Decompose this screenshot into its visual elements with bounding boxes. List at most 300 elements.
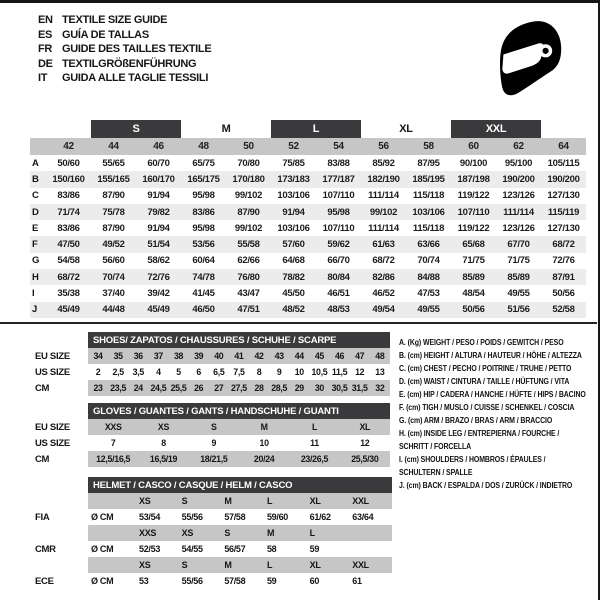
helmet-row: [35, 557, 392, 573]
measurement-value: 55/58: [226, 236, 271, 252]
measurement-value: 83/86: [181, 204, 226, 220]
measurement-value: 123/126: [502, 222, 535, 234]
measurement-value: 165/175: [181, 171, 226, 187]
helmet-standard-label: [35, 493, 88, 509]
measurement-letter: H: [30, 269, 46, 285]
helmet-standard-label: ECE: [35, 575, 54, 587]
measurement-value: 95/98: [192, 222, 215, 234]
helmet-size-value: S: [179, 557, 222, 573]
gloves-row-label: CM: [35, 453, 50, 465]
measurement-value: 70/74: [91, 269, 136, 285]
measurement-value: 45/50: [282, 288, 305, 300]
helmet-size-value: 59/60: [266, 512, 288, 522]
measurement-value: 62/66: [237, 255, 260, 267]
shoes-size-value: 10,5: [311, 367, 328, 377]
gloves-size-value: 12,5/16,5: [88, 451, 138, 467]
garment-size-table: [30, 120, 586, 318]
measurement-value: 48/53: [316, 302, 361, 318]
measurement-value: 49/52: [91, 236, 136, 252]
measurement-value: 47/50: [46, 236, 91, 252]
shoes-size-value: 24,5: [148, 380, 168, 396]
helmet-size-value: 52/53: [139, 544, 161, 554]
gloves-size-value: 8: [161, 438, 166, 448]
size-number: 54: [333, 141, 344, 152]
legend-line: E. (cm) HIP / CADERA / HANCHE / HÜFTE / HIPS / BACINO: [399, 390, 586, 399]
legend-line: G. (cm) ARM / BRAZO / BRAS / ARM / BRACCIO: [399, 416, 553, 425]
helmet-standard-label: CMR: [35, 543, 56, 555]
gloves-size-value: 25,5/30: [340, 451, 390, 467]
measurement-value: 99/102: [361, 204, 406, 220]
helmet-size-value: 53/54: [139, 512, 161, 522]
measurement-value: 47/53: [417, 288, 440, 300]
sizes-row-spacer: [30, 138, 46, 155]
helmet-size-value: L: [264, 493, 307, 509]
legend-line: J. (cm) BACK / ESPALDA / DOS / ZURÜCK / INDIETRO: [399, 481, 573, 490]
header-spacer: [35, 477, 88, 493]
measurement-value: 51/54: [136, 236, 181, 252]
measurement-value: 79/82: [136, 204, 181, 220]
measurement-value: 71/75: [462, 255, 485, 267]
shoes-size-value: 43: [269, 348, 289, 364]
shoes-size-value: 11,5: [331, 367, 348, 377]
measurement-value: 187/198: [451, 171, 496, 187]
measurement-value: 83/88: [327, 157, 350, 169]
measurement-value: 59/62: [316, 236, 361, 252]
helmet-standard-label: [35, 557, 88, 573]
helmet-size-value: XS: [136, 557, 179, 573]
shoes-size-value: 46: [330, 348, 350, 364]
shoes-size-value: 39: [189, 348, 209, 364]
measurement-value: 49/55: [507, 288, 530, 300]
header-spacer: [35, 403, 88, 419]
measurement-value: 68/72: [541, 236, 586, 252]
guide-title: GUIDA ALLE TAGLIE TESSILI: [62, 72, 209, 85]
measurement-value: 177/187: [316, 171, 361, 187]
header-spacer: [35, 332, 88, 348]
measurement-value: 43/47: [237, 288, 260, 300]
measurement-value: 160/170: [136, 171, 181, 187]
measurement-value: 65/75: [192, 157, 215, 169]
measurement-letter: I: [32, 288, 35, 300]
measurement-row: [30, 188, 586, 204]
helmet-size-table: [35, 477, 392, 589]
helmet-header-row: [35, 477, 392, 493]
measurement-value: 74/78: [181, 269, 226, 285]
language-title-list: [38, 13, 211, 86]
measurement-value: 75/78: [91, 204, 136, 220]
shoes-size-value: 34: [88, 348, 108, 364]
measurement-value: 87/90: [102, 190, 125, 202]
measurement-value: 37/40: [102, 288, 125, 300]
measurement-value: 80/84: [316, 269, 361, 285]
shoes-size-value: 32: [370, 380, 390, 396]
measurement-value: 66/70: [327, 255, 350, 267]
measurement-value: 103/106: [277, 222, 310, 234]
shoes-size-value: 13: [375, 367, 385, 377]
measurement-value: 70/74: [417, 255, 440, 267]
helmet-diameter-unit: [88, 557, 136, 573]
measurement-value: 95/98: [192, 190, 215, 202]
shoes-size-value: 37: [148, 348, 168, 364]
helmet-size-value: 57/58: [224, 576, 246, 586]
measurement-value: 71/75: [507, 255, 530, 267]
guide-title: GUÍA DE TALLAS: [62, 28, 149, 41]
shoes-size-value: 23,5: [108, 380, 128, 396]
measurement-value: 52/58: [541, 302, 586, 318]
helmet-size-value: M: [221, 557, 264, 573]
shoes-row: [35, 380, 390, 396]
measurement-value: 107/110: [322, 222, 355, 234]
shoes-size-value: 27,5: [229, 380, 249, 396]
group-spacer: [30, 120, 91, 138]
measurement-value: 91/94: [147, 190, 170, 202]
measurement-value: 45/49: [46, 302, 91, 318]
measurement-value: 95/100: [504, 157, 533, 169]
measurement-letter: J: [30, 302, 46, 318]
measurement-letter: B: [30, 171, 46, 187]
measurement-value: 95/98: [316, 204, 361, 220]
measurement-value: 39/42: [147, 288, 170, 300]
measurement-value: 103/106: [406, 204, 451, 220]
shoes-size-value: 5: [176, 367, 181, 377]
measurement-row: [30, 220, 586, 236]
measurement-value: 119/122: [457, 190, 490, 202]
helmet-size-value: XXL: [349, 493, 392, 509]
shoes-size-value: 35: [108, 348, 128, 364]
shoes-size-value: 24: [128, 380, 148, 396]
legend-line: I. (cm) SHOULDERS / HOMBROS / ÉPAULES /: [399, 455, 546, 464]
measurement-value: 127/130: [547, 222, 580, 234]
measurement-row: [30, 253, 586, 269]
measurement-value: 90/100: [459, 157, 488, 169]
size-number: 56: [378, 141, 389, 152]
shoes-size-value: 30: [309, 380, 329, 396]
size-group-l: L: [271, 120, 361, 138]
measurement-value: 58/62: [147, 255, 170, 267]
gloves-size-value: 16,5/19: [138, 451, 188, 467]
measurement-value: 45/49: [136, 302, 181, 318]
measurement-value: 182/190: [361, 171, 406, 187]
shoes-size-value: 10: [294, 367, 304, 377]
shoes-row-label: CM: [35, 382, 50, 394]
shoes-row-label: US SIZE: [35, 366, 70, 378]
measurement-value: 61/63: [361, 236, 406, 252]
helmet-row: [35, 493, 392, 509]
helmet-size-value: S: [221, 525, 264, 541]
helmet-size-value: XS: [179, 525, 222, 541]
helmet-size-value: XL: [307, 493, 350, 509]
shoes-size-value: 36: [128, 348, 148, 364]
helmet-size-value: L: [264, 557, 307, 573]
measurement-value: 78/82: [271, 269, 316, 285]
shoes-size-value: 40: [209, 348, 229, 364]
language-code: FR: [38, 43, 53, 56]
measurement-value: 46/51: [327, 288, 350, 300]
measurement-letter: D: [30, 204, 46, 220]
gloves-size-value: XS: [138, 419, 188, 435]
measurement-value: 123/126: [502, 190, 535, 202]
racing-helmet-icon: [494, 16, 566, 104]
helmet-size-value: 53: [139, 576, 149, 586]
gloves-size-value: 11: [310, 438, 319, 448]
shoes-size-value: 28: [249, 380, 269, 396]
measurement-value: 67/70: [496, 236, 541, 252]
measurement-value: 56/60: [102, 255, 125, 267]
measurement-value: 49/54: [361, 302, 406, 318]
legend-line: C. (cm) CHEST / PECHO / POITRINE / TRUHE / PETTO: [399, 364, 572, 373]
measurement-value: 35/38: [57, 288, 80, 300]
measurement-value: 83/86: [57, 222, 80, 234]
measurement-value: 91/94: [147, 222, 170, 234]
helmet-size-value: 60: [309, 576, 320, 586]
measurement-value: 107/110: [451, 204, 496, 220]
measurement-value: 41/45: [192, 288, 215, 300]
measurement-row: [30, 171, 586, 187]
size-group-m: M: [221, 123, 231, 135]
measurement-value: 103/106: [277, 190, 310, 202]
measurement-value: 72/76: [552, 255, 575, 267]
shoes-size-value: 23: [88, 380, 108, 396]
measurement-row: [30, 269, 586, 285]
legend-line: SCHULTERN / SPALLE: [399, 468, 473, 477]
shoes-size-value: 41: [229, 348, 249, 364]
shoes-size-value: 2: [95, 367, 101, 377]
size-number: 60: [468, 141, 479, 152]
helmet-size-value: 56/57: [224, 544, 246, 554]
measurement-row: [30, 236, 586, 252]
size-group-xxl: XXL: [451, 120, 541, 138]
page-top-border: [0, 0, 600, 3]
measurement-value: 65/68: [451, 236, 496, 252]
legend-line: SCHRITT / FORCELLA: [399, 442, 472, 451]
helmet-diameter-unit: [88, 493, 136, 509]
measurement-value: 119/122: [457, 222, 490, 234]
helmet-size-value: 61: [352, 576, 362, 586]
language-title-row: [38, 71, 211, 86]
shoes-size-value: 25,5: [169, 380, 189, 396]
shoes-size-value: 38: [169, 348, 189, 364]
helmet-diameter-unit: Ø CM: [91, 544, 114, 554]
helmet-size-value: XS: [136, 493, 179, 509]
size-number: 50: [243, 141, 254, 152]
gloves-size-value: 20/24: [239, 451, 289, 467]
measurement-value: 54/58: [57, 255, 80, 267]
helmet-diameter-unit: [88, 525, 136, 541]
shoes-size-value: 42: [249, 348, 269, 364]
shoes-size-table: [35, 332, 390, 396]
measurement-value: 91/94: [271, 204, 316, 220]
measurement-value: 46/52: [372, 288, 395, 300]
measurement-value: 68/72: [46, 269, 91, 285]
language-title-row: [38, 42, 211, 57]
shoes-row-label: EU SIZE: [35, 350, 70, 362]
measurement-value: 85/92: [372, 157, 395, 169]
shoes-size-value: 27: [209, 380, 229, 396]
language-title-row: [38, 13, 211, 28]
measurement-value: 50/60: [57, 157, 80, 169]
measurement-value: 83/86: [57, 190, 80, 202]
measurement-letter: G: [32, 255, 40, 267]
shoes-size-value: 6: [196, 367, 201, 377]
measurement-value: 75/85: [282, 157, 305, 169]
language-code: IT: [38, 72, 48, 85]
gloves-row: [35, 419, 390, 435]
shoes-size-value: 3,5: [132, 367, 144, 377]
size-group-s: S: [91, 120, 181, 138]
gloves-size-value: M: [239, 419, 289, 435]
measurement-value: 190/200: [541, 171, 586, 187]
measurement-value: 173/183: [271, 171, 316, 187]
helmet-size-value: M: [264, 525, 307, 541]
size-number: 52: [288, 141, 299, 152]
shoes-row: [35, 364, 390, 380]
shoes-title-bar: SHOES/ ZAPATOS / CHAUSSURES / SCHUHE / SCARPE: [88, 332, 390, 348]
measurement-value: 50/56: [552, 288, 575, 300]
shoes-size-value: 30,5: [330, 380, 350, 396]
measurement-value: 64/68: [282, 255, 305, 267]
measurement-value: 185/195: [406, 171, 451, 187]
measurement-letter: F: [30, 236, 46, 252]
helmet-size-value: 55/56: [181, 576, 203, 586]
measurement-value: 60/70: [147, 157, 170, 169]
numeric-sizes-row: [30, 138, 586, 155]
gloves-size-value: XL: [340, 419, 390, 435]
helmet-diameter-unit: Ø CM: [91, 576, 114, 586]
measurement-value: 68/72: [372, 255, 395, 267]
measurement-value: 111/114: [368, 222, 399, 234]
language-code: ES: [38, 28, 53, 41]
measurement-value: 72/76: [136, 269, 181, 285]
helmet-diameter-unit: Ø CM: [91, 512, 114, 522]
measurement-value: 87/90: [102, 222, 125, 234]
measurement-value: 70/80: [237, 157, 260, 169]
helmet-size-value: 59: [266, 576, 277, 586]
helmet-row: [35, 509, 392, 525]
size-number: 46: [153, 141, 164, 152]
helmet-size-value: 59: [309, 544, 320, 554]
measurement-value: 150/160: [46, 171, 91, 187]
measurement-value: 51/56: [496, 302, 541, 318]
measurement-value: 85/89: [496, 269, 541, 285]
helmet-size-value: [349, 541, 392, 557]
guide-title: TEXTILE SIZE GUIDE: [62, 14, 168, 27]
language-code: EN: [38, 14, 53, 27]
measurement-value: 190/200: [496, 171, 541, 187]
helmet-size-value: L: [307, 525, 350, 541]
gloves-row-label: EU SIZE: [35, 421, 70, 433]
measurement-value: 53/56: [181, 236, 226, 252]
shoes-size-value: 47: [350, 348, 370, 364]
measurement-row: [30, 204, 586, 220]
helmet-size-value: M: [221, 493, 264, 509]
shoes-size-value: 45: [309, 348, 329, 364]
measurement-letter: E: [32, 222, 39, 234]
shoes-size-value: 29: [289, 380, 309, 396]
measurement-value: 48/52: [271, 302, 316, 318]
measurement-value: 99/102: [234, 222, 263, 234]
language-title-row: [38, 28, 211, 43]
size-number: 44: [108, 141, 119, 152]
helmet-size-value: S: [179, 493, 222, 509]
legend-line: A. (Kg) WEIGHT / PESO / POIDS / GEWITCH / PESO: [399, 338, 564, 347]
gloves-row-label: US SIZE: [35, 437, 70, 449]
size-number: 58: [423, 141, 434, 152]
measurement-value: 105/115: [547, 157, 580, 169]
measurement-value: 46/50: [181, 302, 226, 318]
gloves-title-bar: GLOVES / GUANTES / GANTS / HANDSCHUHE / GUANTI: [88, 403, 390, 419]
gloves-row: [35, 451, 390, 467]
gloves-size-value: 23/26,5: [289, 451, 339, 467]
helmet-title-bar: HELMET / CASCO / CASQUE / HELM / CASCO: [88, 477, 392, 493]
helmet-size-value: XXL: [349, 557, 392, 573]
gloves-size-value: 18/21,5: [189, 451, 239, 467]
measurement-value: 50/56: [451, 302, 496, 318]
measurement-value: 87/91: [541, 269, 586, 285]
shoes-size-value: 8: [256, 367, 262, 377]
measurement-rows: [30, 155, 586, 318]
measurement-value: 44/48: [91, 302, 136, 318]
language-title-row: [38, 57, 211, 72]
measurement-letter: C: [32, 190, 39, 202]
measurement-row: [30, 285, 586, 301]
shoes-header-row: [35, 332, 390, 348]
measurement-value: 47/51: [226, 302, 271, 318]
legend-line: F. (cm) TIGH / MUSLO / CUISSE / SCHENKEL / COSCIA: [399, 403, 575, 412]
size-group-xl: XL: [399, 123, 413, 135]
size-number: 64: [558, 141, 569, 152]
gloves-size-table: [35, 403, 390, 467]
measurement-value: 57/60: [271, 236, 316, 252]
shoes-size-value: 48: [370, 348, 390, 364]
gloves-header-row: [35, 403, 390, 419]
measurement-value: 107/110: [322, 190, 355, 202]
shoes-size-value: 4: [156, 367, 161, 377]
legend-line: H. (cm) INSIDE LEG / ENTREPIERNA / FOURCHE /: [399, 429, 560, 438]
measurement-value: 82/86: [361, 269, 406, 285]
measurement-value: 48/54: [462, 288, 485, 300]
helmet-size-value: XXS: [136, 525, 179, 541]
gloves-size-value: S: [189, 419, 239, 435]
gloves-size-value: 9: [211, 438, 217, 448]
helmet-size-value: 55/56: [181, 512, 203, 522]
measurement-value: 115/118: [412, 222, 445, 234]
measurement-row: [30, 302, 586, 318]
measurement-value: 115/118: [412, 190, 445, 202]
measurement-value: 127/130: [547, 190, 580, 202]
measurement-value: 87/90: [226, 204, 271, 220]
legend-line: D. (cm) WAIST / CINTURA / TAILLE / HÜFTUNG / VITA: [399, 377, 570, 386]
section-divider: [0, 322, 597, 324]
shoes-size-value: 26: [189, 380, 209, 396]
measurement-value: 84/88: [406, 269, 451, 285]
measurement-value: 170/180: [226, 171, 271, 187]
measurement-value: 155/165: [91, 171, 136, 187]
measurement-value: 76/80: [226, 269, 271, 285]
shoes-size-value: 12: [355, 367, 365, 377]
shoes-size-value: 31,5: [350, 380, 370, 396]
gloves-size-value: L: [289, 419, 339, 435]
gloves-size-value: XXS: [88, 419, 138, 435]
measurement-value: 115/119: [541, 204, 586, 220]
shoes-size-value: 28,5: [269, 380, 289, 396]
helmet-size-value: [349, 525, 392, 541]
gloves-size-value: 10: [259, 438, 269, 448]
helmet-size-value: 54/55: [181, 544, 203, 554]
helmet-size-value: 57/58: [224, 512, 246, 522]
shoes-size-value: 44: [289, 348, 309, 364]
gloves-size-value: 7: [110, 438, 116, 448]
size-number: 42: [63, 141, 74, 152]
